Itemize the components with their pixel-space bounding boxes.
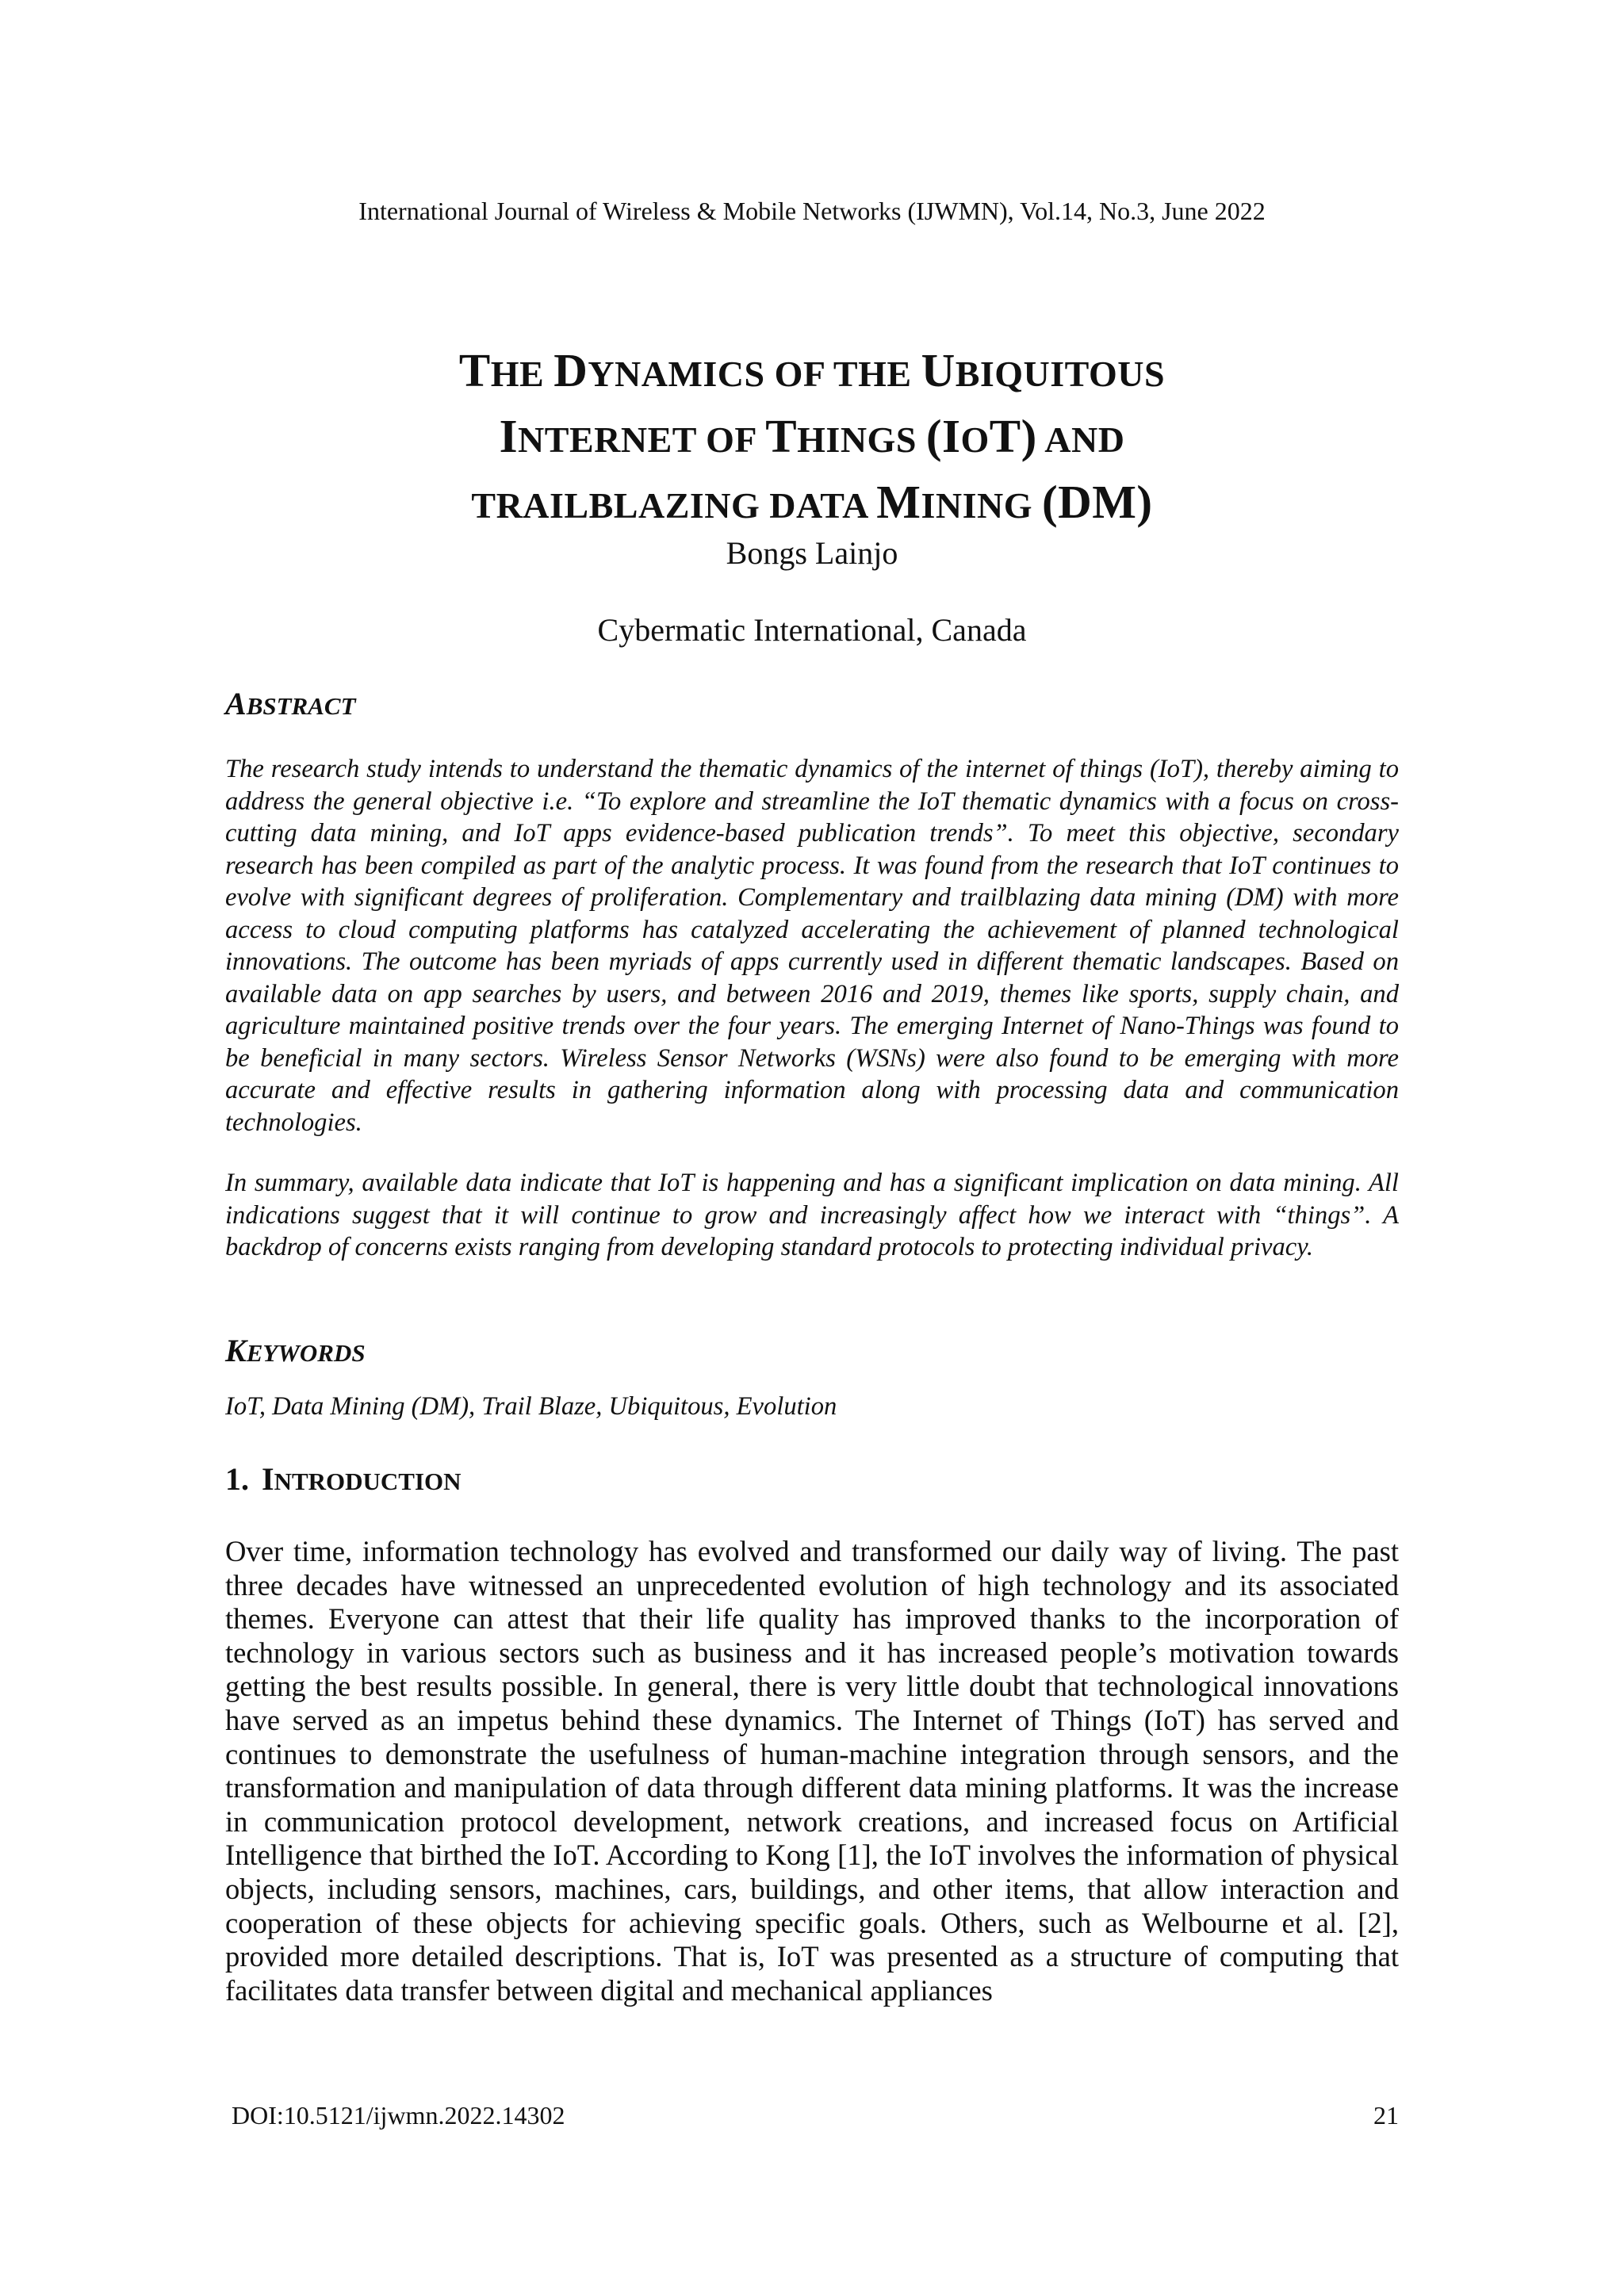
keywords-list: IoT, Data Mining (DM), Trail Blaze, Ubiquitous, Evolution (225, 1392, 837, 1421)
abstract-paragraph-2: In summary, available data indicate that IoT is happening and has a significant implication on data mining. All indications suggest that it will continue to grow and increasingly affect how we interact with “things”. A backdrop of concerns exists ranging from developing standard protocols to protecting individual privacy. (225, 1169, 1399, 1261)
keywords-heading: KEYWORDS (225, 1333, 366, 1368)
page-number: 21 (1373, 2101, 1399, 2130)
title-line-1: THE DYNAMICS OF THE UBIQUITOUS (458, 343, 1166, 396)
footer-doi: DOI:10.5121/ijwmn.2022.14302 (232, 2101, 565, 2130)
author-affiliation: Cybermatic International, Canada (597, 612, 1027, 648)
introduction-heading: 1. INTRODUCTION (225, 1461, 462, 1497)
abstract-heading: ABSTRACT (225, 686, 356, 721)
paper-title (0, 339, 1624, 537)
introduction-paragraph: Over time, information technology has evolved and transformed our daily way of living. The past three decades have witnessed an unprecedented evolution of high technology and its associated themes. Everyone can attest that their life quality has improved thanks to the incorporation of technology in various sectors such as business and it has increased people’s motivation towards getting the best results possible. In general, there is very little doubt that technological innovations have served as an impetus behind these dynamics. The Internet of Things (IoT) has served and continues to demonstrate the usefulness of human-machine integration through sensors, and the transformation and manipulation of data through different data mining platforms. It was the increase in communication protocol development, network creations, and increased focus on Artificial Intelligence that birthed the IoT. According to Kong [1], the IoT involves the information of physical objects, including sensors, machines, cars, buildings, and other items, that allow interaction and cooperation of these objects for achieving specific goals. Others, such as Welbourne et al. [2], provided more detailed descriptions. That is, IoT was presented as a structure of computing that facilitates data transfer between digital and mechanical appliances (225, 1535, 1399, 2007)
title-line-2: INTERNET OF THINGS (IOT) AND (499, 409, 1125, 462)
journal-running-header: International Journal of Wireless & Mobile Networks (IJWMN), Vol.14, No.3, June 2022 (358, 197, 1266, 225)
title-line-3: TRAILBLAZING DATA MINING (DM) (471, 475, 1153, 528)
abstract-paragraph-1: The research study intends to understand the thematic dynamics of the internet of things (IoT), thereby aiming to address the general objective i.e. “To explore and streamline the IoT thematic dynamics with a focus on cross-cutting data mining, and IoT apps evidence-based publication trends”. To meet this objective, secondary research has been compiled as part of the analytic process. It was found from the research that IoT continues to evolve with significant degrees of proliferation. Complementary and trailblazing data mining (DM) with more access to cloud computing platforms has catalyzed accelerating the achievement of planned technological innovations. The outcome has been myriads of apps currently used in different thematic landscapes. Based on available data on app searches by users, and between 2016 and 2019, themes like sports, supply chain, and agriculture maintained positive trends over the four years. The emerging Internet of Nano-Things was found to be beneficial in many sectors. Wireless Sensor Networks (WSNs) were also found to be emerging with more accurate and effective results in gathering information along with processing data and communication technologies. (225, 755, 1399, 1137)
section-number: 1. (225, 1461, 249, 1497)
author-name: Bongs Lainjo (726, 535, 898, 571)
